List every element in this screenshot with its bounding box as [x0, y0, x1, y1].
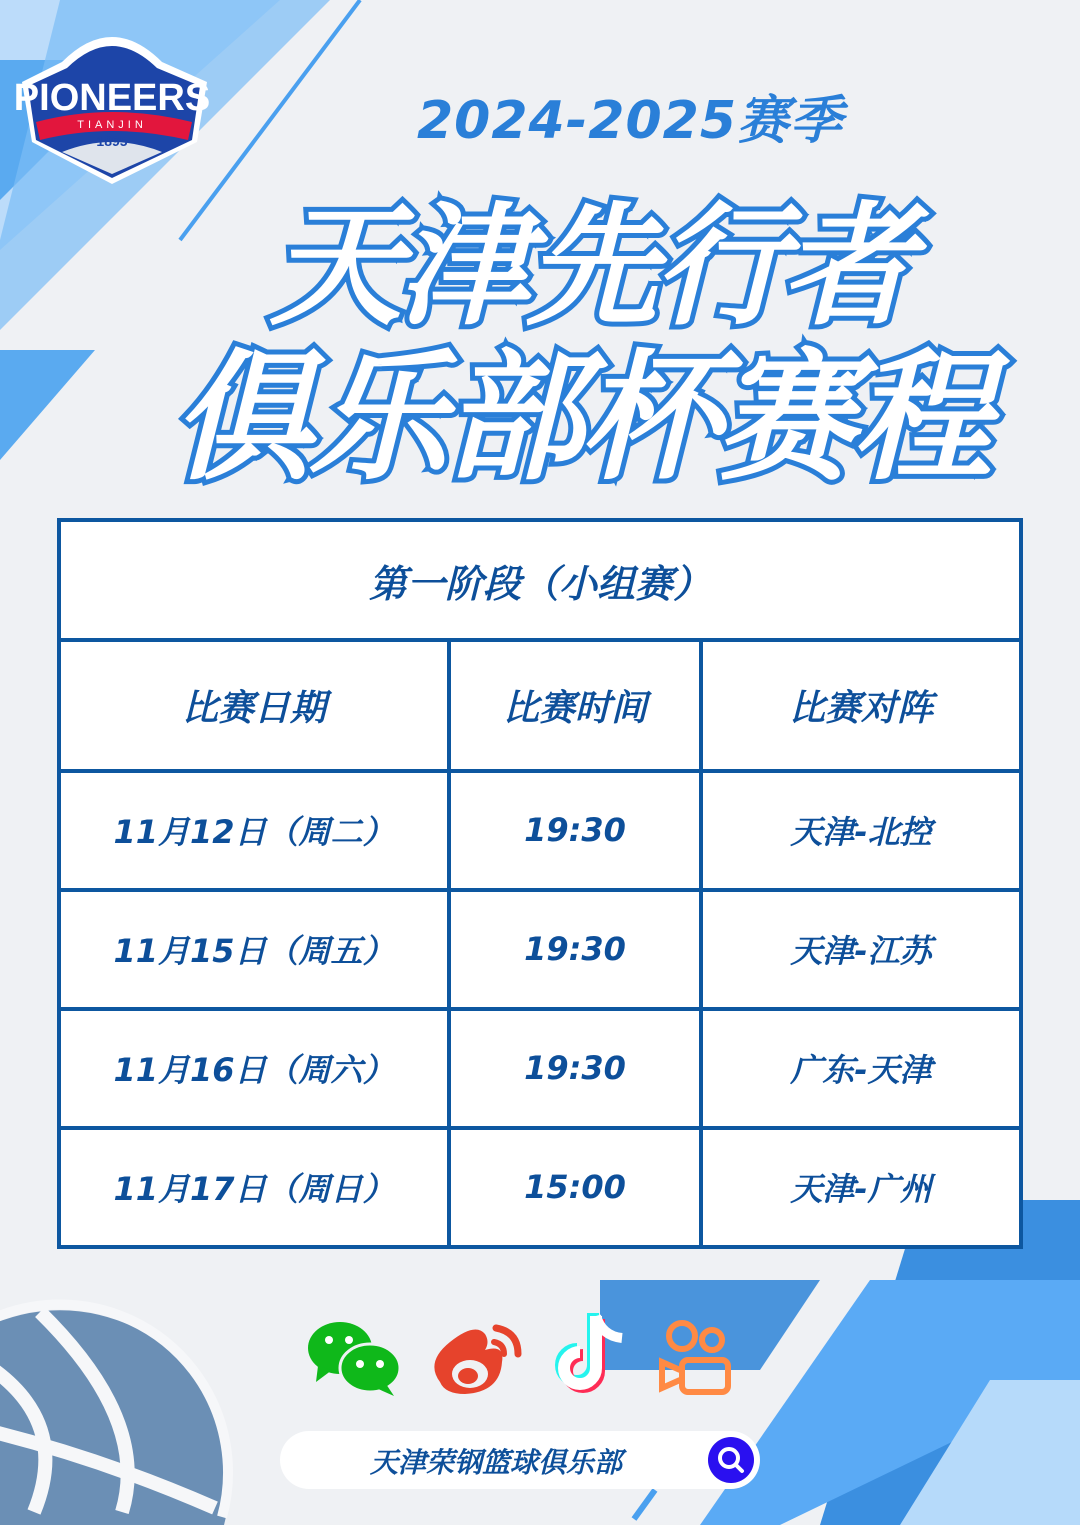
logo-text: PIONEERS [13, 77, 211, 119]
time-cell: 19:30 [449, 890, 701, 1009]
table-row [59, 1128, 1021, 1247]
search-icon [708, 1437, 754, 1483]
date-cell: 11月15日（周五） [59, 890, 449, 1009]
stage-row [59, 520, 1021, 640]
search-text: 天津荣钢篮球俱乐部 [370, 1446, 623, 1479]
weibo-icon[interactable] [430, 1322, 522, 1400]
column-header-date: 比赛日期 [59, 640, 449, 771]
search-button[interactable] [708, 1437, 754, 1483]
match-cell: 广东-天津 [701, 1009, 1021, 1128]
table-row [59, 771, 1021, 890]
table-row [59, 1009, 1021, 1128]
column-header-match: 比赛对阵 [701, 640, 1021, 771]
title-line-1: 天津先行者 [270, 190, 910, 344]
header-row [59, 640, 1021, 771]
svg-text:TIANJIN: TIANJIN [77, 119, 147, 131]
time-cell: 19:30 [449, 771, 701, 890]
wechat-icon[interactable] [306, 1320, 402, 1400]
season-label: 2024-2025赛季 [416, 91, 844, 151]
date-cell: 11月12日（周二） [59, 771, 449, 890]
svg-text:1895: 1895 [96, 133, 128, 149]
time-cell: 19:30 [449, 1009, 701, 1128]
column-header-time: 比赛时间 [449, 640, 701, 771]
match-cell: 天津-江苏 [701, 890, 1021, 1009]
date-cell: 11月17日（周日） [59, 1128, 449, 1247]
date-cell: 11月16日（周六） [59, 1009, 449, 1128]
title-line-2: 俱乐部杯赛程 [171, 337, 988, 500]
douyin-icon[interactable] [552, 1310, 632, 1400]
schedule-table [57, 518, 1023, 1249]
time-cell: 15:00 [449, 1128, 701, 1247]
match-cell: 天津-广州 [701, 1128, 1021, 1247]
match-cell: 天津-北控 [701, 771, 1021, 890]
table-row [59, 890, 1021, 1009]
kuaishou-icon[interactable] [658, 1318, 734, 1400]
basketball-graphic [0, 1305, 230, 1525]
stage-title: 第一阶段（小组赛） [59, 520, 1021, 640]
